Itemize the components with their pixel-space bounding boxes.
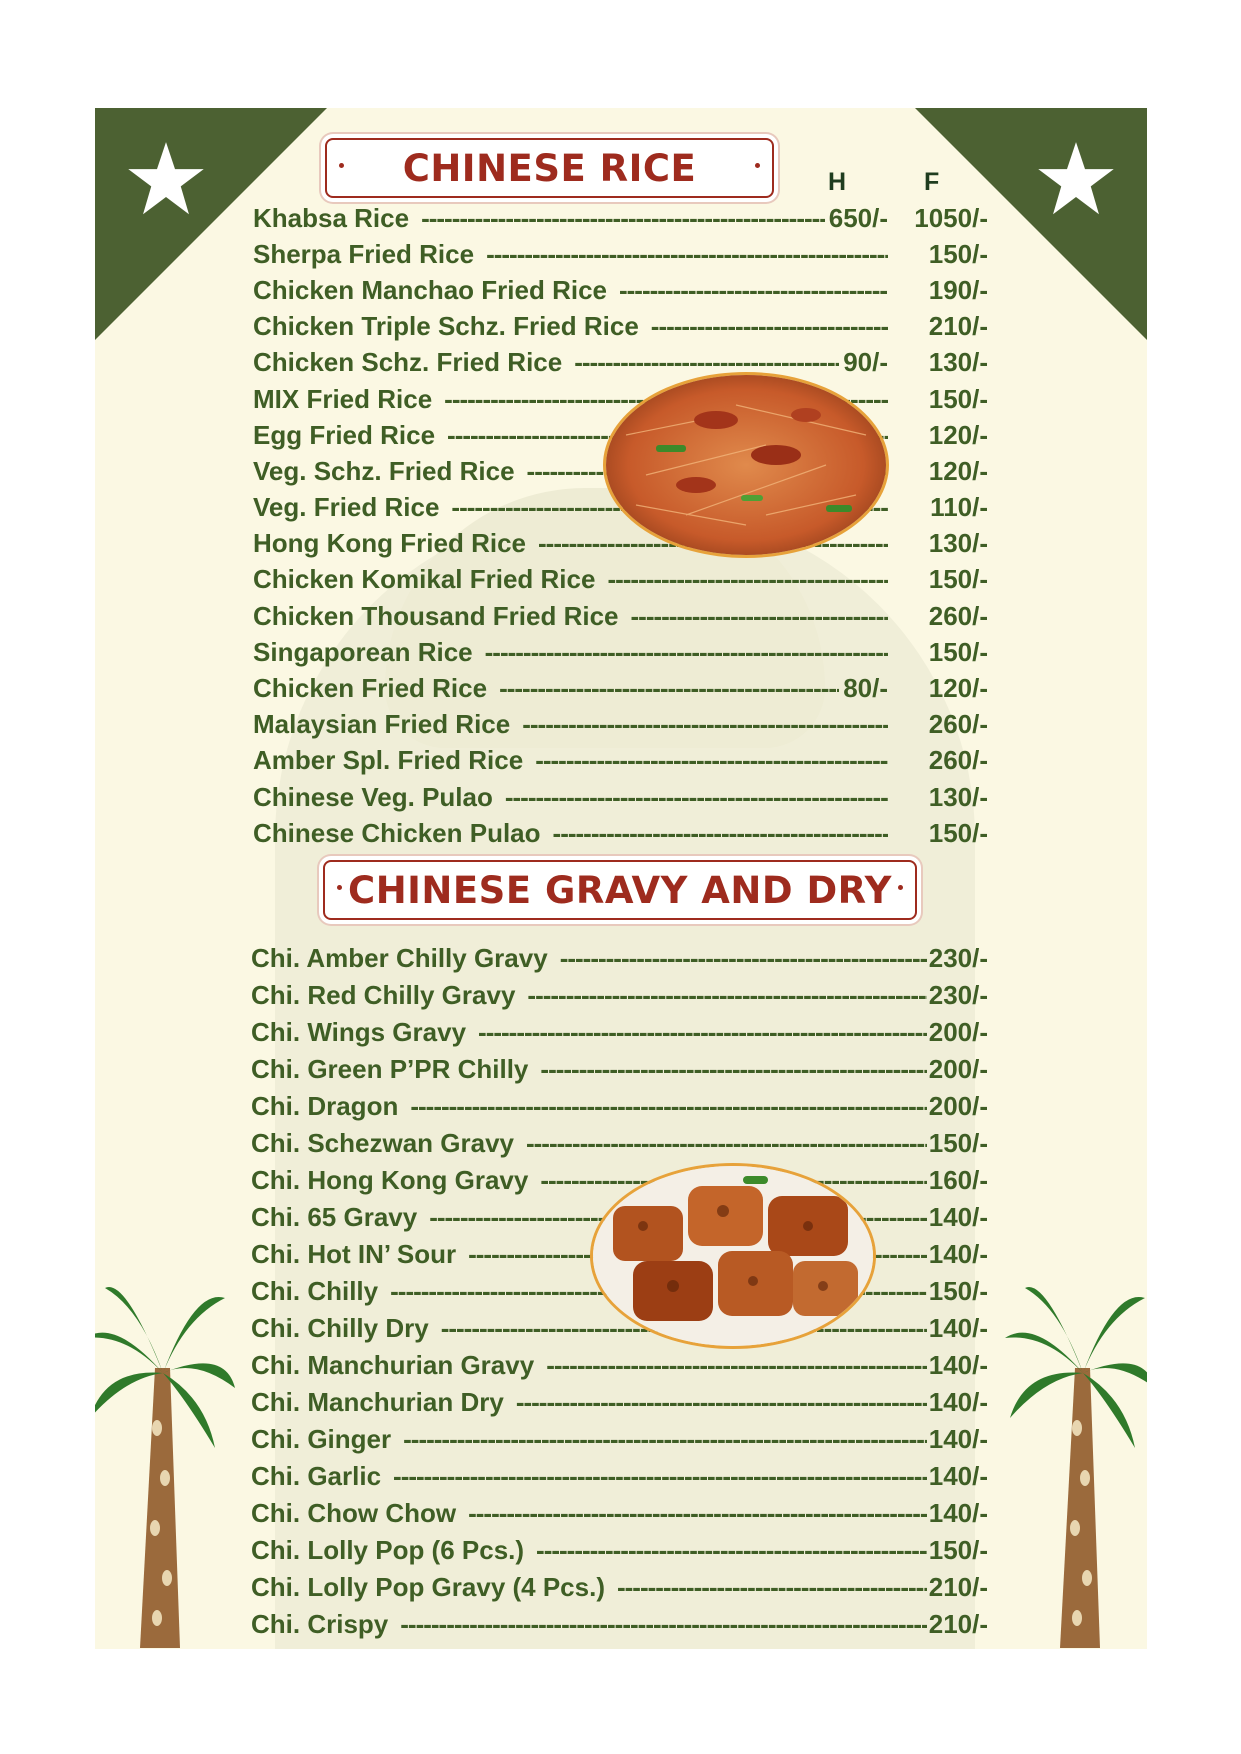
menu-item-row: [253, 200, 988, 236]
menu-item-name: Veg. Fried Rice: [253, 492, 440, 523]
menu-item-name: Chi. 65 Gravy: [251, 1202, 418, 1232]
dotted-leader: [393, 1461, 927, 1492]
menu-item-row: [253, 815, 988, 851]
dotted-leader: [478, 1017, 927, 1048]
menu-item-row: [251, 1495, 988, 1532]
menu-item-row: [251, 1162, 988, 1199]
menu-item-name: Chicken Komikal Fried Rice: [253, 564, 596, 595]
menu-item-name: Chi. Chow Chow: [251, 1498, 457, 1528]
menu-item-row: [251, 1384, 988, 1421]
menu-item-full-price: 160/-: [928, 1165, 988, 1195]
palm-tree-right: [1005, 1278, 1147, 1649]
section-title-chinese-gravy: [323, 860, 917, 920]
menu-item-row: [253, 345, 988, 381]
dotted-leader: [540, 1054, 926, 1085]
menu-item-name: Chi. Garlic: [251, 1461, 382, 1491]
menu-item-row: [253, 526, 988, 562]
menu-item-name: Egg Fried Rice: [253, 419, 436, 450]
menu-item-name: Chinese Chicken Pulao: [253, 817, 541, 848]
dotted-leader: [527, 980, 926, 1011]
dotted-leader: [617, 1572, 927, 1603]
fried-rice-image: [603, 372, 889, 558]
dotted-leader: [486, 239, 888, 270]
dotted-leader: [468, 1498, 927, 1529]
menu-item-row: [253, 562, 988, 598]
dotted-leader: [553, 818, 888, 849]
menu-item-full-price: 150/-: [928, 383, 988, 414]
menu-item-name: Chi. Chilly: [251, 1276, 379, 1306]
menu-item-row: [253, 236, 988, 272]
menu-item-full-price: 230/-: [928, 943, 988, 973]
menu-item-half-price: 80/-: [843, 673, 888, 704]
menu-item-name: Chi. Dragon: [251, 1091, 399, 1121]
menu-item-full-price: 140/-: [928, 1350, 988, 1380]
menu-item-full-price: 150/-: [928, 1535, 988, 1565]
menu-item-name: Malaysian Fried Rice: [253, 709, 511, 740]
menu-page: [95, 108, 1147, 1649]
menu-item-full-price: 140/-: [928, 1239, 988, 1269]
menu-item-full-price: 140/-: [928, 1313, 988, 1343]
menu-item-full-price: 120/-: [928, 455, 988, 486]
menu-item-full-price: 150/-: [928, 1276, 988, 1306]
dotted-leader: [410, 1091, 926, 1122]
chinese-rice-list: [253, 200, 988, 851]
menu-item-name: Veg. Schz. Fried Rice: [253, 455, 515, 486]
menu-item-full-price: 200/-: [928, 1091, 988, 1121]
menu-item-row: [251, 1458, 988, 1495]
menu-item-full-price: 190/-: [928, 274, 988, 305]
menu-item-name: Chicken Thousand Fried Rice: [253, 600, 619, 631]
menu-item-row: [253, 598, 988, 634]
section-title-text: CHINESE GRAVY AND DRY: [348, 868, 892, 912]
dotted-leader: [607, 564, 888, 595]
menu-item-full-price: 140/-: [928, 1461, 988, 1491]
dotted-leader: [546, 1350, 927, 1381]
menu-item-half-price: 90/-: [843, 347, 888, 378]
menu-item-full-price: 150/-: [928, 1128, 988, 1158]
menu-item-name: Chi. Hong Kong Gravy: [251, 1165, 529, 1195]
menu-item-full-price: 140/-: [928, 1202, 988, 1232]
menu-item-full-price: 200/-: [928, 1017, 988, 1047]
menu-item-name: Amber Spl. Fried Rice: [253, 745, 524, 776]
menu-item-full-price: 130/-: [928, 528, 988, 559]
menu-item-full-price: 140/-: [928, 1387, 988, 1417]
menu-item-full-price: 110/-: [930, 492, 988, 523]
menu-item-full-price: 150/-: [928, 636, 988, 667]
menu-item-full-price: 140/-: [928, 1424, 988, 1454]
menu-item-name: Chicken Triple Schz. Fried Rice: [253, 311, 639, 342]
dotted-leader: [526, 1128, 927, 1159]
menu-item-full-price: 120/-: [928, 673, 988, 704]
menu-item-full-price: 260/-: [928, 745, 988, 776]
menu-item-row: [251, 1421, 988, 1458]
menu-item-name: Chi. Green P’PR Chilly: [251, 1054, 529, 1084]
dotted-leader: [421, 203, 825, 234]
menu-item-row: [253, 381, 988, 417]
menu-item-name: Chi. Schezwan Gravy: [251, 1128, 514, 1158]
menu-item-full-price: 230/-: [928, 980, 988, 1010]
menu-item-name: Khabsa Rice: [253, 202, 410, 233]
menu-item-full-price: 150/-: [928, 564, 988, 595]
menu-item-row: [253, 309, 988, 345]
menu-item-full-price: 120/-: [928, 419, 988, 450]
menu-item-half-price: 650/-: [828, 202, 888, 233]
column-header-half: H: [828, 168, 847, 196]
menu-item-name: Chi. Chilly Dry: [251, 1313, 429, 1343]
dotted-leader: [403, 1424, 927, 1455]
dotted-leader: [400, 1609, 926, 1640]
menu-item-name: Chi. Wings Gravy: [251, 1017, 467, 1047]
menu-item-full-price: 210/-: [928, 1572, 988, 1602]
menu-item-name: MIX Fried Rice: [253, 383, 433, 414]
menu-item-full-price: 260/-: [928, 709, 988, 740]
menu-item-full-price: 1050/-: [914, 202, 988, 233]
menu-item-row: [253, 779, 988, 815]
dotted-leader: [499, 673, 839, 704]
section-title-text: CHINESE RICE: [402, 146, 697, 190]
menu-item-row: [253, 707, 988, 743]
dotted-leader: [560, 943, 927, 974]
menu-item-name: Chicken Fried Rice: [253, 673, 488, 704]
menu-item-row: [251, 1532, 988, 1569]
menu-item-row: [253, 670, 988, 706]
palm-tree-left: [95, 1278, 235, 1649]
dotted-leader: [535, 745, 888, 776]
menu-item-name: Hong Kong Fried Rice: [253, 528, 526, 559]
menu-item-full-price: 150/-: [928, 817, 988, 848]
menu-item-full-price: 140/-: [928, 1498, 988, 1528]
dotted-leader: [574, 347, 839, 378]
chicken-dish-image: [590, 1163, 876, 1349]
menu-item-row: [251, 940, 988, 977]
menu-item-name: Chicken Manchao Fried Rice: [253, 274, 607, 305]
dotted-leader: [651, 311, 888, 342]
menu-item-name: Chi. Crispy: [251, 1609, 389, 1639]
menu-item-name: Sherpa Fried Rice: [253, 238, 475, 269]
menu-item-full-price: 150/-: [928, 238, 988, 269]
star-icon: [1035, 138, 1117, 220]
menu-item-row: [251, 977, 988, 1014]
menu-item-row: [253, 272, 988, 308]
column-header-full: F: [924, 168, 940, 196]
menu-item-name: Chi. Ginger: [251, 1424, 392, 1454]
menu-item-name: Chi. Lolly Pop Gravy (4 Pcs.): [251, 1572, 605, 1602]
menu-item-name: Chi. Red Chilly Gravy: [251, 980, 516, 1010]
menu-item-row: [251, 1088, 988, 1125]
dotted-leader: [485, 637, 888, 668]
menu-item-row: [251, 1569, 988, 1606]
dotted-leader: [516, 1387, 927, 1418]
section-title-chinese-rice: [325, 138, 774, 198]
menu-item-row: [253, 743, 988, 779]
menu-item-name: Singaporean Rice: [253, 636, 473, 667]
dotted-leader: [522, 709, 888, 740]
menu-item-row: [251, 1606, 988, 1643]
menu-item-row: [251, 1125, 988, 1162]
menu-item-name: Chi. Manchurian Dry: [251, 1387, 504, 1417]
dotted-leader: [619, 275, 888, 306]
dotted-leader: [536, 1535, 927, 1566]
menu-item-name: Chicken Schz. Fried Rice: [253, 347, 563, 378]
star-icon: [125, 138, 207, 220]
dotted-leader: [631, 601, 888, 632]
menu-item-full-price: 260/-: [928, 600, 988, 631]
menu-item-name: Chi. Manchurian Gravy: [251, 1350, 535, 1380]
menu-item-full-price: 210/-: [928, 311, 988, 342]
menu-item-row: [251, 1051, 988, 1088]
menu-item-name: Chinese Veg. Pulao: [253, 781, 493, 812]
menu-item-row: [253, 634, 988, 670]
menu-item-full-price: 200/-: [928, 1054, 988, 1084]
dotted-leader: [505, 782, 888, 813]
menu-item-full-price: 130/-: [928, 347, 988, 378]
menu-item-full-price: 130/-: [928, 781, 988, 812]
menu-item-full-price: 210/-: [928, 1609, 988, 1639]
menu-item-name: Chi. Amber Chilly Gravy: [251, 943, 548, 973]
menu-item-row: [251, 1310, 988, 1347]
menu-item-row: [251, 1014, 988, 1051]
menu-item-name: Chi. Hot IN’ Sour: [251, 1239, 457, 1269]
menu-item-name: Chi. Lolly Pop (6 Pcs.): [251, 1535, 525, 1565]
menu-item-row: [251, 1347, 988, 1384]
